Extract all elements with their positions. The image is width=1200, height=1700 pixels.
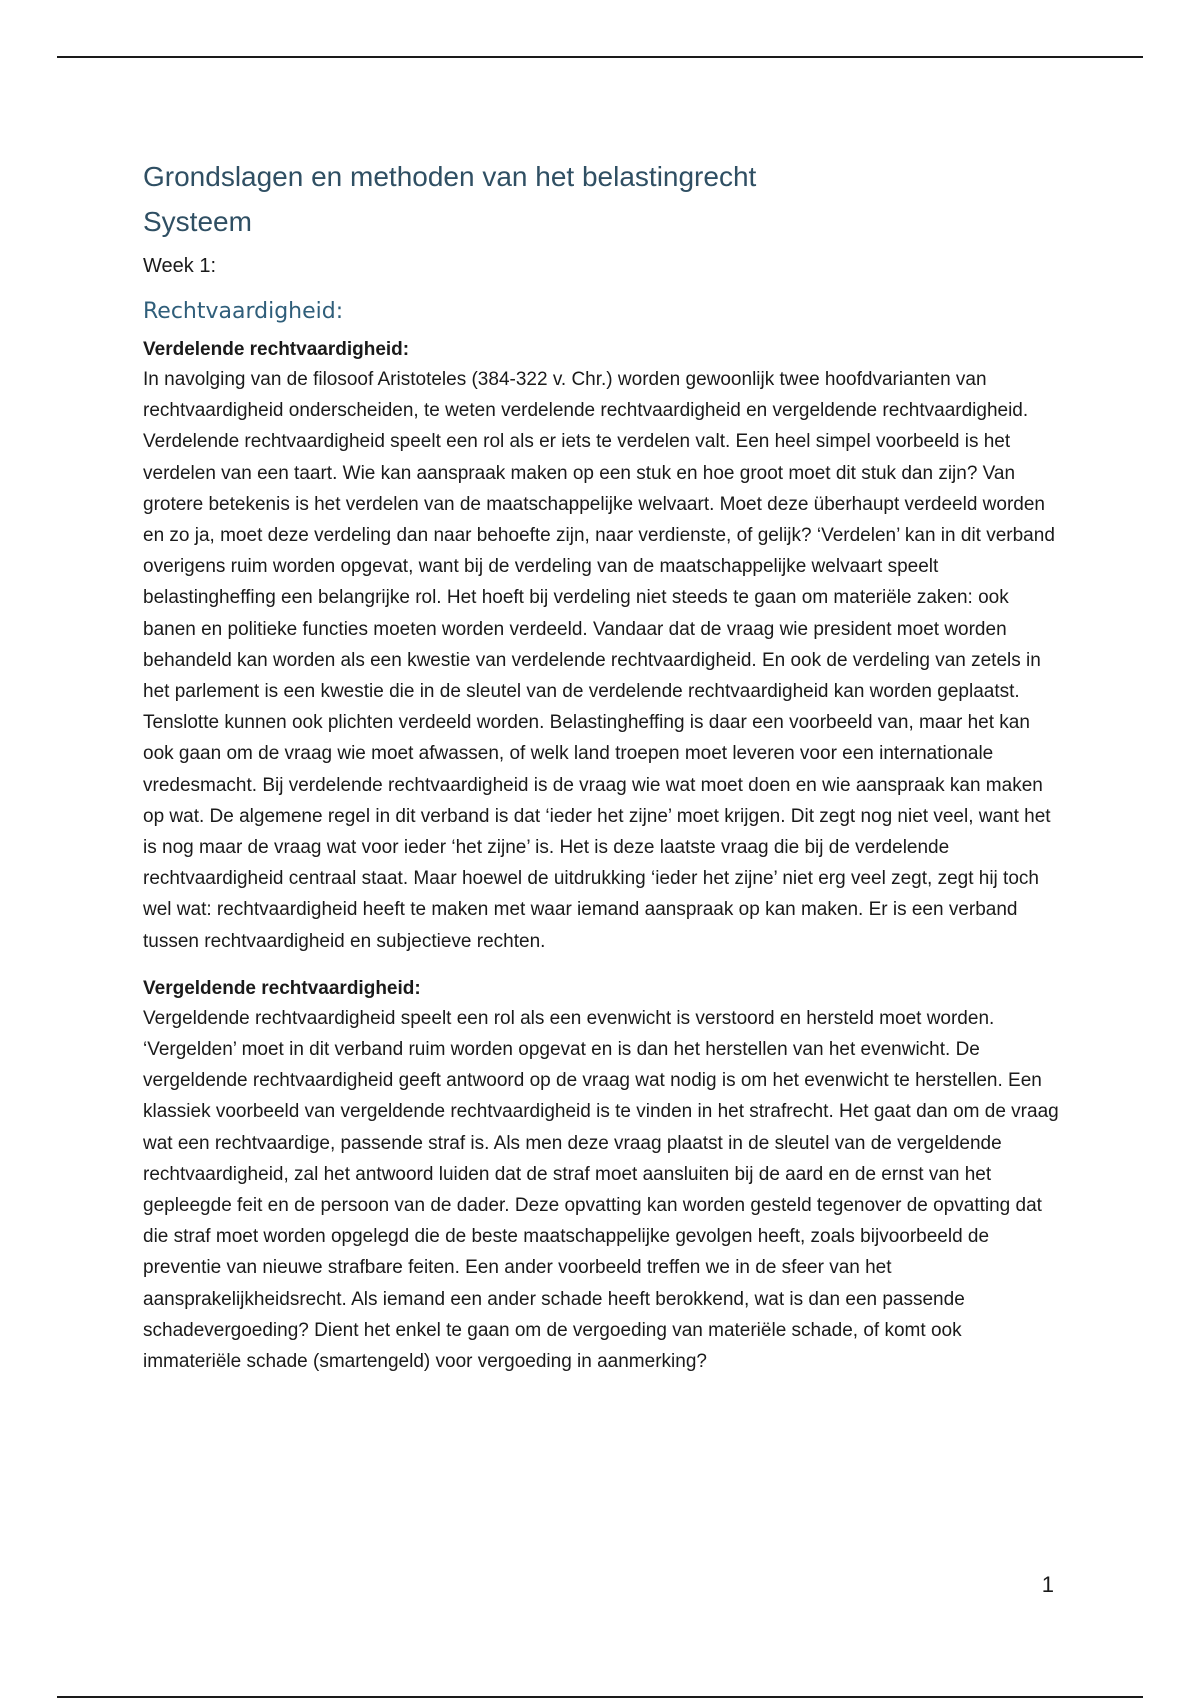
week-label: Week 1: xyxy=(143,255,216,277)
page-number: 1 xyxy=(1041,1572,1054,1597)
paragraph-verdelende: In navolging van de filosoof Aristoteles (384-322 v. Chr.) worden gewoonlijk twee hoofdvarianten van rechtvaardigheid onderscheiden, te weten verdelende rechtvaardigheid en vergeldende rechtvaardigheid. Verdelende rechtvaardigheid speelt een rol als er iets te verdelen valt. Een heel simpel voorbeeld is het verdelen van een taart. Wie kan aanspraak maken op een stuk en hoe groot moet dit stuk dan zijn? Van grotere betekenis is het verdelen van de maatschappelijke welvaart. Moet deze überhaupt verdeeld worden en zo ja, moet deze verdeling dan naar behoefte zijn, naar verdienste, of gelijk? ‘Verdelen’ kan in dit verband overigens ruim worden opgevat, want bij de verdeling van de maatschappelijke welvaart speelt belastingheffing een belangrijke rol. Het hoeft bij verdeling niet steeds te gaan om materiële zaken: ook banen en politieke functies moeten worden verdeeld. Vandaar dat de vraag wie president moet worden behandeld kan worden als een kwestie van verdelende rechtvaardigheid. En ook de verdeling van zetels in het parlement is een kwestie die in de sleutel van de verdelende rechtvaardigheid kan worden geplaatst. Tenslotte kunnen ook plichten verdeeld worden. Belastingheffing is daar een voorbeeld van, maar het kan ook gaan om de vraag wie moet afwassen, of welk land troepen moet leveren voor een internationale vredesmacht. Bij verdelende rechtvaardigheid is de vraag wie wat moet doen en wie aanspraak kan maken op wat. De algemene regel in dit verband is dat ‘ieder het zijne’ moet krijgen. Dit zegt nog niet veel, want het is nog maar de vraag wat voor ieder ‘het zijne’ is. Het is deze laatste vraag die bij de verdelende rechtvaardigheid centraal staat. Maar hoewel de uitdrukking ‘ieder het zijne’ niet erg veel zegt, zegt hij toch wel wat: rechtvaardigheid heeft te maken met waar iemand aanspraak op kan maken. Er is een verband tussen rechtvaardigheid en subjectieve rechten. xyxy=(143,369,1055,952)
footer-rule xyxy=(57,1696,1143,1698)
subsection-heading-verdelende: Verdelende rechtvaardigheid: xyxy=(143,339,410,360)
document-title: Grondslagen en methoden van het belastingrecht xyxy=(143,161,757,192)
page-content xyxy=(143,158,1065,1377)
subsection-heading-vergeldende: Vergeldende rechtvaardigheid: xyxy=(143,977,421,999)
document-subtitle: Systeem xyxy=(143,206,252,237)
header-rule xyxy=(57,56,1143,58)
paragraph-vergeldende: Vergeldende rechtvaardigheid speelt een rol als een evenwicht is verstoord en hersteld moet worden. ‘Vergelden’ moet in dit verband ruim worden opgevat en is dan het herstellen van het evenwicht. De vergeldende rechtvaardigheid geeft antwoord op de vraag wat nodig is om het evenwicht te herstellen. Een klassiek voorbeeld van vergeldende rechtvaardigheid is te vinden in het strafrecht. Het gaat dan om de vraag wat een rechtvaardige, passende straf is. Als men deze vraag plaatst in de sleutel van de vergeldende rechtvaardigheid, zal het antwoord luiden dat de straf moet aansluiten bij de aard en de ernst van het gepleegde feit en de persoon van de dader. Deze opvatting kan worden gesteld tegenover de opvatting dat die straf moet worden opgelegd die de beste maatschappelijke gevolgen heeft, zoals bijvoorbeeld de preventie van nieuwe strafbare feiten. Een ander voorbeeld treffen we in de sfeer van het aansprakelijkheidsrecht. Als iemand een ander schade heeft berokkend, wat is dan een passende schadevergoeding? Dient het enkel te gaan om de vergoeding van materiële schade, of komt ook immateriële schade (smartengeld) voor vergoeding in aanmerking? xyxy=(143,1007,1059,1373)
section-heading: Rechtvaardigheid: xyxy=(143,299,344,324)
